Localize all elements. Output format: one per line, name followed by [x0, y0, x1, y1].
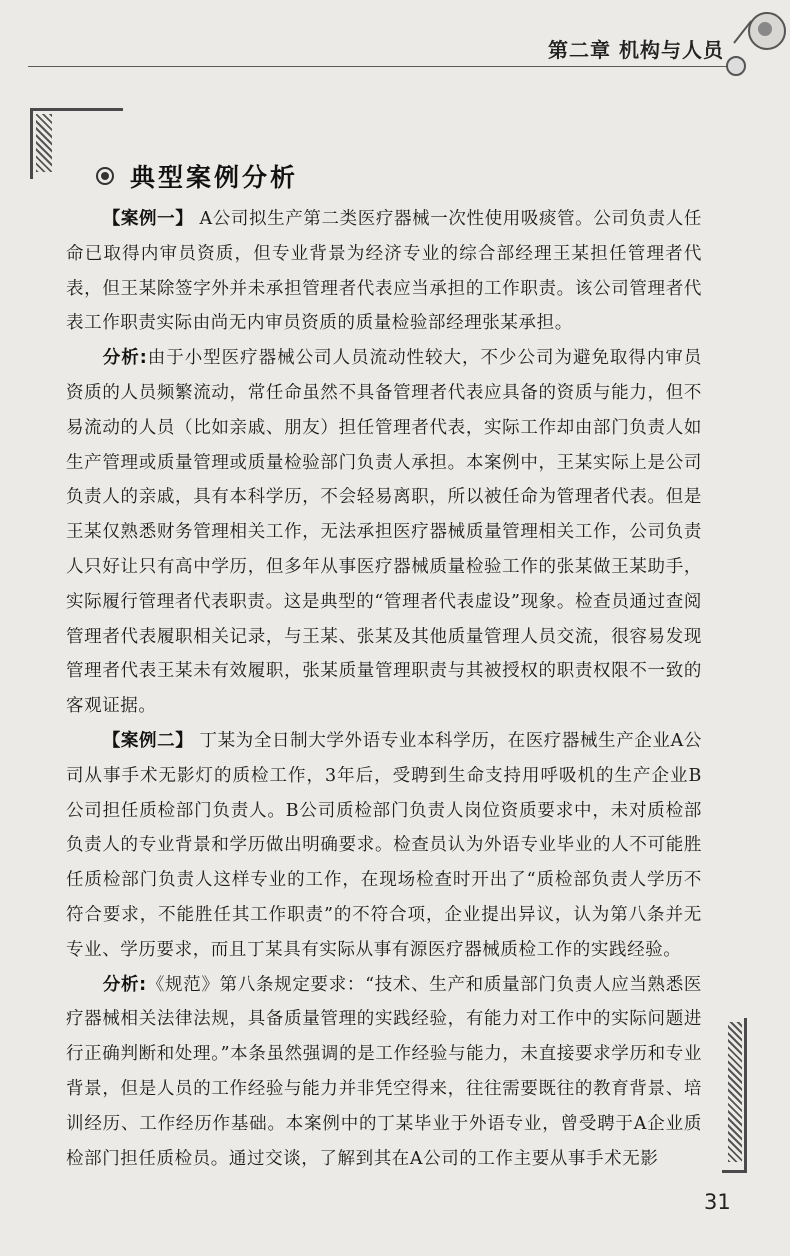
- paragraph-text: 丁某为全日制大学外语专业本科学历，在医疗器械生产企业A公司从事手术无影灯的质检工作，3年后，受聘到生命支持用呼吸机的生产企业B公司担任质检部门负责人。B公司质检部门负责人岗位资质要求中，未对质检部负责人的专业背景和学历做出明确要求。检查员认为外语专业毕业的人不可能胜任质检部门负责人这样专业的工作，在现场检查时开出了“质检部负责人学历不符合要求，不能胜任其工作职责”的不符合项，企业提出异议，认为第八条并无专业、学历要求，而且丁某具有实际从事有源医疗器械质检工作的实践经验。: [66, 730, 703, 960]
- body-text: [66, 202, 702, 1176]
- paragraph-analysis-2: [66, 968, 702, 1177]
- frame-hatch-bottom-right: [728, 1022, 742, 1162]
- paragraph-text: 《规范》第八条规定要求：“技术、生产和质量部门负责人应当熟悉医疗器械相关法律法规，具备质量管理的实践经验，有能力对工作中的实际问题进行正确判断和处理。”本条虽然强调的是工作经验与能力，未直接要求学历和专业背景，但是人员的工作经验与能力并非凭空得来，往往需要既往的教育背景、培训经历、工作经历作基础。本案例中的丁某毕业于外语专业，曾受聘于A企业质检部门担任质检员。通过交谈，了解到其在A公司的工作主要从事手术无影: [66, 974, 702, 1169]
- page-number: 31: [704, 1190, 731, 1214]
- section-heading: [96, 158, 298, 194]
- paragraph-text: A公司拟生产第二类医疗器械一次性使用吸痰管。公司负责人任命已取得内审员资质，但专业背景为经济专业的综合部经理王某担任管理者代表，但王某除签字外并未承担管理者代表应当承担的工作职责。该公司管理者代表工作职责实际由尚无内审员资质的质量检验部经理张某承担。: [66, 209, 703, 334]
- header-rule: [28, 66, 728, 67]
- frame-hatch-top-left: [36, 114, 52, 172]
- case-label: 【案例一】: [102, 209, 194, 229]
- paragraph-case-1: [66, 202, 702, 341]
- analysis-label: 分析:: [102, 348, 148, 369]
- case-label: 【案例二】: [102, 730, 194, 751]
- chapter-title: 第二章 机构与人员: [548, 38, 724, 62]
- circle-bullet-icon: [96, 167, 114, 185]
- paragraph-case-2: [66, 724, 702, 968]
- decorative-ring-icon: [726, 56, 746, 76]
- decorative-dot-icon: [758, 22, 772, 36]
- paragraph-text: 由于小型医疗器械公司人员流动性较大，不少公司为避免取得内审员资质的人员频繁流动，常任命虽然不具备管理者代表应具备的资质与能力，但不易流动的人员（比如亲戚、朋友）担任管理者代表，实际工作却由部门负责人如生产管理或质量管理或质量检验部门负责人承担。本案例中，王某实际上是公司负责人的亲戚，具有本科学历，不会轻易离职，所以被任命为管理者代表。但是王某仅熟悉财务管理相关工作，无法承担医疗器械质量管理相关工作，公司负责人只好让只有高中学历，但多年从事医疗器械质量检验工作的张某做王某助手，实际履行管理者代表职责。这是典型的“管理者代表虚设”现象。检查员通过查阅管理者代表履职相关记录，与王某、张某及其他质量管理人员交流，很容易发现管理者代表王某未有效履职，张某质量管理职责与其被授权的职责权限不一致的客观证据。: [66, 348, 702, 717]
- analysis-label: 分析:: [102, 974, 147, 995]
- paragraph-analysis-1: [66, 341, 702, 724]
- section-title: 典型案例分析: [130, 163, 299, 192]
- page-header: [0, 28, 790, 68]
